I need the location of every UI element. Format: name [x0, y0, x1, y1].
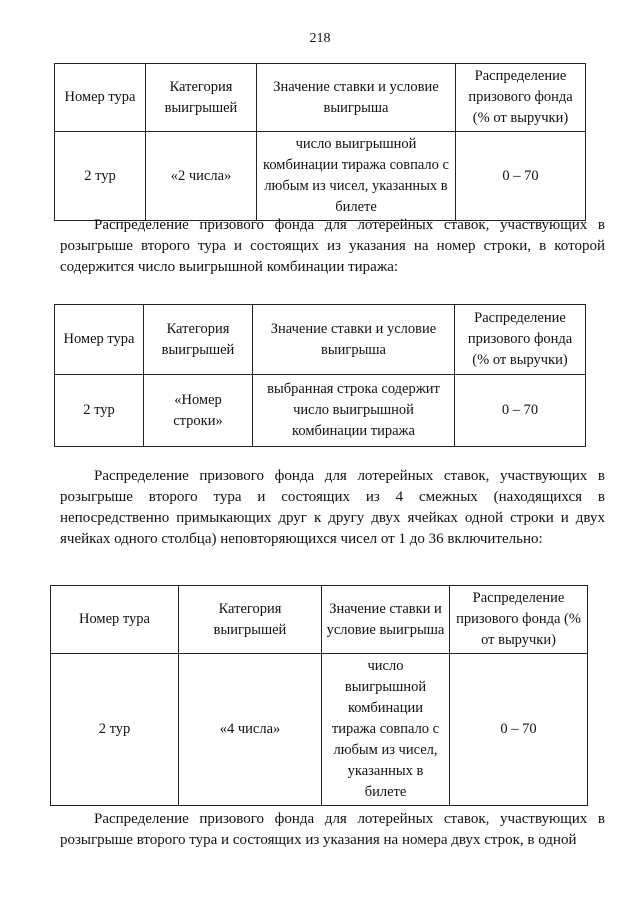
paragraph-3: Распределение призового фонда для лотерейных ставок, участвующих в розыгрыше второго тура и состоящих из указания на номера двух строк, в одной [60, 811, 605, 848]
header-category: Категория выигрышей [144, 305, 253, 375]
prize-table-1 [54, 63, 586, 221]
table-row [51, 654, 588, 806]
table-header-row [55, 64, 586, 132]
table-header-row [55, 305, 586, 375]
paragraph-1: Распределение призового фонда для лотерейных ставок, участвующих в розыгрыше второго тура и состоящих из указания на номер строки, в которой содержится число выигрышной комбинации тиража: [60, 217, 605, 275]
cell-tour: 2 тур [55, 375, 144, 447]
page-number: 218 [309, 31, 331, 46]
cell-bet: выбранная строка содержит число выигрышной комбинации тиража [253, 375, 455, 447]
cell-tour: 2 тур [55, 132, 146, 221]
header-distribution: Распределение призового фонда (% от выручки) [455, 305, 586, 375]
cell-distribution: 0 – 70 [450, 654, 588, 806]
cell-bet: число выигрышной комбинации тиража совпало с любым из чисел, указанных в билете [322, 654, 450, 806]
cell-category: «Номер строки» [144, 375, 253, 447]
cell-tour: 2 тур [51, 654, 179, 806]
table-row [55, 132, 586, 221]
table-header-row [51, 586, 588, 654]
cell-distribution: 0 – 70 [456, 132, 586, 221]
header-tour: Номер тура [55, 305, 144, 375]
header-distribution: Распределение призового фонда (% от выручки) [456, 64, 586, 132]
prize-table-2 [54, 304, 586, 447]
cell-category: «4 числа» [179, 654, 322, 806]
cell-distribution: 0 – 70 [455, 375, 586, 447]
header-bet: Значение ставки и условие выигрыша [253, 305, 455, 375]
cell-bet: число выигрышной комбинации тиража совпало с любым из чисел, указанных в билете [257, 132, 456, 221]
header-bet: Значение ставки и условие выигрыша [257, 64, 456, 132]
header-category: Категория выигрышей [146, 64, 257, 132]
table-row [55, 375, 586, 447]
header-distribution: Распределение призового фонда (% от выручки) [450, 586, 588, 654]
header-bet: Значение ставки и условие выигрыша [322, 586, 450, 654]
cell-category: «2 числа» [146, 132, 257, 221]
prize-table-3 [50, 585, 588, 806]
header-tour: Номер тура [55, 64, 146, 132]
header-tour: Номер тура [51, 586, 179, 654]
header-category: Категория выигрышей [179, 586, 322, 654]
paragraph-2: Распределение призового фонда для лотерейных ставок, участвующих в розыгрыше второго тура и состоящих из 4 смежных (находящихся в непосредственно примыкающих друг к другу двух ячейках одной строки и двух ячейках одного столбца) неповторяющихся чисел от 1 до 36 включительно: [60, 468, 605, 547]
